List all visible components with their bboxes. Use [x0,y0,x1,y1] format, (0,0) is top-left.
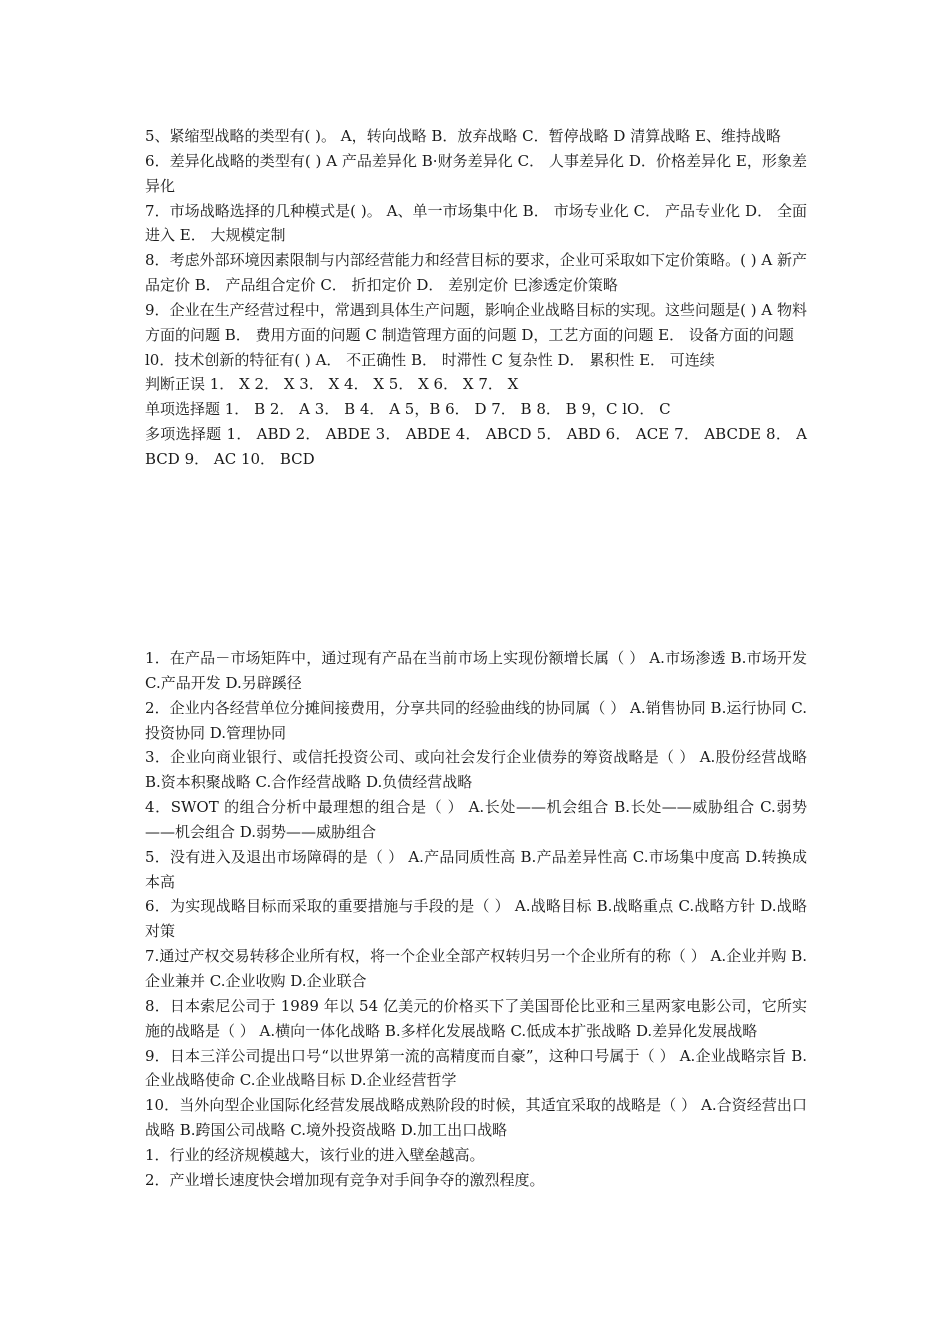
question-2-single: 2．企业内各经营单位分摊间接费用，分享共同的经验曲线的协同属（ ） A.销售协同 B.运行协同 C.投资协同 D.管理协同 [145,698,807,742]
answers-true-false: 判断正误 1． X 2． X 3． X 4． X 5． X 6． X 7． X [145,375,519,394]
answers-multiple-choice: 多项选择题 1． ABD 2． ABDE 3． ABDE 4． ABCD 5． ABD 6． ACE 7． ABCDE 8． ABCD 9． AC 10． BCD [145,425,807,468]
statement-1-true-false: 1．行业的经济规模越大，该行业的进入壁垒越高。 [145,1145,485,1164]
question-10-multi: l0．技术创新的特征有( ) A． 不正确性 B． 时滞性 C 复杂性 D． 累积性 E． 可连续 [145,350,715,369]
question-10-single: 10．当外向型企业国际化经营发展战略成熟阶段的时候，其适宜采取的战略是（ ） A.合资经营出口战略 B.跨国公司战略 C.境外投资战略 D.加工出口战略 [145,1096,807,1140]
question-3-single: 3．企业向商业银行、或信托投资公司、或向社会发行企业债券的筹资战略是（ ） A.股份经营战略 B.资本积聚战略 C.合作经营战略 D.负债经营战略 [145,748,807,792]
statement-2-true-false: 2．产业增长速度快会增加现有竞争对手间争夺的激烈程度。 [145,1170,545,1189]
question-9-single: 9．日本三洋公司提出口号“以世界第一流的高精度而自豪”，这种口号属于（ ） A.企业战略宗旨 B.企业战略使命 C.企业战略目标 D.企业经营哲学 [145,1046,807,1090]
question-8-multi: 8．考虑外部环境因素限制与内部经营能力和经营目标的要求，企业可采取如下定价策略。( ) A 新产品定价 B． 产品组合定价 C． 折扣定价 D． 差别定价 巳渗透定价策略 [145,251,807,295]
question-1-single: 1．在产品－市场矩阵中，通过现有产品在当前市场上实现份额增长属（ ） A.市场渗透 B.市场开发 C.产品开发 D.另辟蹊径 [145,649,807,692]
question-5-single: 5．没有进入及退出市场障碍的是（ ） A.产品同质性高 B.产品差异性高 C.市场集中度高 D.转换成本高 [145,847,807,891]
question-6-single: 6．为实现战略目标而采取的重要措施与手段的是（ ） A.战略目标 B.战略重点 C.战略方针 D.战略对策 [145,897,807,941]
question-9-multi: 9．企业在生产经营过程中，常遇到具体生产问题，影响企业战略目标的实现。这些问题是( ) A 物料方面的问题 B． 费用方面的问题 C 制造管理方面的问题 D，工艺方面的问题 E． 设备方面的问题 [145,300,807,344]
question-7-multi: 7．市场战略选择的几种模式是( )。 A、单一市场集中化 B． 市场专业化 C． 产品专业化 D． 全面进入 E． 大规模定制 [145,201,807,245]
answer-key-section [145,124,807,472]
question-7-single: 7.通过产权交易转移企业所有权，将一个企业全部产权转归另一个企业所有的称（ ） A.企业并购 B.企业兼并 C.企业收购 D.企业联合 [145,947,807,990]
question-5-multi: 5、紧缩型战略的类型有( )。 A，转向战略 B．放弃战略 C．暂停战略 D 清算战略 E、维持战略 [145,127,781,145]
question-8-single: 8．日本索尼公司于 1989 年以 54 亿美元的价格买下了美国哥伦比亚和三星两家电影公司，它所实施的战略是（ ） A.横向一体化战略 B.多样化发展战略 C.低成本扩张战略 D.差异化发展战略 [145,996,807,1040]
single-choice-section [145,646,807,1193]
answers-single-choice: 单项选择题 1． B 2． A 3． B 4． A 5，B 6． D 7． B 8． B 9，C lO． C [145,400,671,419]
question-6-multi: 6．差异化战略的类型有( ) A 产品差异化 B·财务差异化 C． 人事差异化 D．价格差异化 E，形象差异化 [145,151,807,195]
question-4-single: 4．SWOT 的组合分析中最理想的组合是（ ） A.长处——机会组合 B.长处——威胁组合 C.弱势——机会组合 D.弱势——威胁组合 [145,798,807,841]
